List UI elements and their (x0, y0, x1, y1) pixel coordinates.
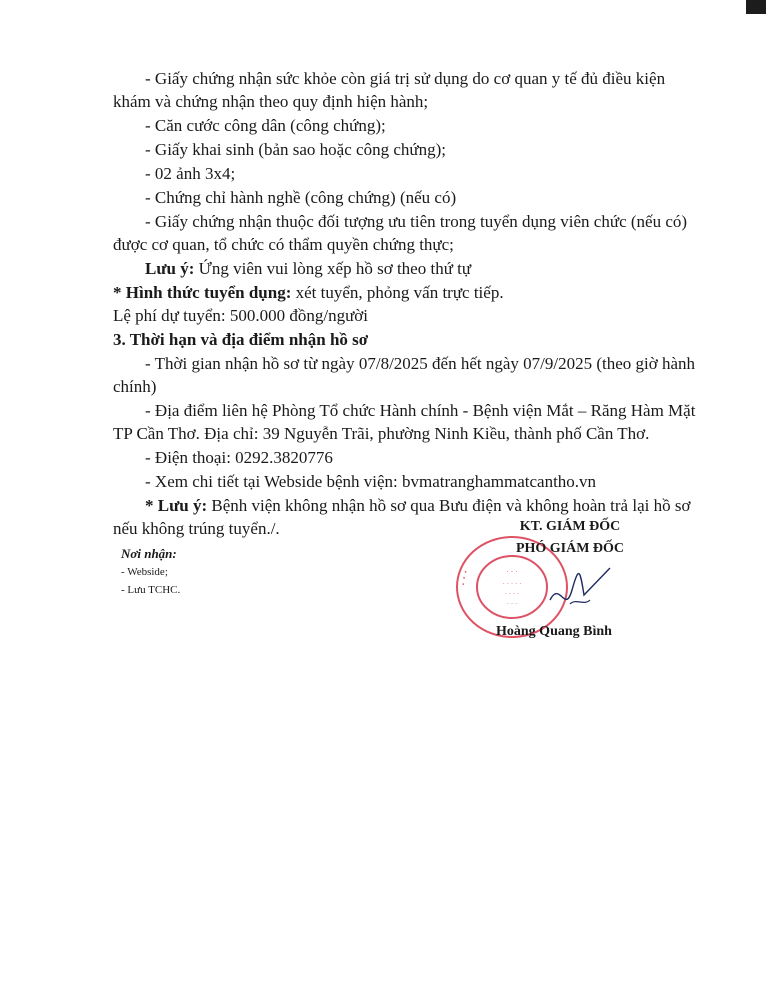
requirement-citizen-id: - Căn cước công dân (công chứng); (145, 116, 386, 135)
recipients-block (121, 545, 180, 599)
recipients-title: Nơi nhận: (121, 546, 177, 561)
signer-position: PHÓ GIÁM ĐỐC (515, 541, 625, 556)
note-document-order (113, 257, 673, 280)
svg-text:· · · ·: · · · (459, 569, 471, 586)
requirement-priority-cert: - Giấy chứng nhận thuộc đối tượng ưu tiên trong tuyển dụng viên chức (nếu có) (145, 212, 688, 231)
recipient-item: - Webside; (121, 566, 168, 578)
submission-place-cont: TP Cần Thơ. Địa chỉ: 39 Nguyễn Trãi, phường Ninh Kiều, thành phố Cần Thơ. (113, 424, 650, 443)
svg-text:· · · ·: · · · · (504, 590, 520, 598)
requirement-health-cert: - Giấy chứng nhận sức khỏe còn giá trị sử dụng do cơ quan y tế đủ điều kiện (145, 69, 666, 88)
recruitment-form-text: xét tuyển, phỏng vấn trực tiếp. (291, 283, 504, 302)
note-text: Ứng viên vui lòng xếp hồ sơ theo thứ tự (194, 259, 472, 278)
section-3-heading: 3. Thời hạn và địa điểm nhận hồ sơ (113, 330, 369, 349)
note-label: Lưu ý: (145, 259, 195, 278)
requirement-priority-cert-cont: được cơ quan, tổ chức có thẩm quyền chứng thực; (113, 235, 454, 254)
requirement-health-cert-cont: khám và chứng nhận theo quy định hiện hành; (113, 92, 429, 111)
recruitment-form (113, 281, 673, 304)
signer-name: Hoàng Quang Bình (496, 624, 612, 639)
note-no-postal-cont: nếu không trúng tuyển./. (113, 519, 280, 538)
note-no-postal (113, 494, 691, 517)
submission-time-cont: chính) (113, 377, 157, 396)
document-body (113, 67, 696, 540)
requirement-photos: - 02 ảnh 3x4; (145, 164, 236, 183)
svg-text:· · ·: · · · (506, 568, 518, 576)
submission-time: - Thời gian nhận hồ sơ từ ngày 07/8/2025 đến hết ngày 07/9/2025 (theo giờ hành (145, 354, 696, 373)
note-2-label: * Lưu ý: (145, 496, 208, 515)
note-2-text: Bệnh viện không nhận hồ sơ qua Bưu điện và không hoàn trả lại hồ sơ (207, 496, 691, 515)
recipient-item: - Lưu TCHC. (121, 584, 181, 596)
svg-text:· · ·: · · · (506, 600, 518, 608)
application-fee: Lệ phí dự tuyển: 500.000 đồng/người (113, 306, 369, 325)
recruitment-form-label: * Hình thức tuyển dụng: (113, 283, 292, 302)
phone-number: - Điện thoại: 0292.3820776 (145, 448, 333, 467)
requirement-practice-cert: - Chứng chỉ hành nghề (công chứng) (nếu có) (145, 188, 457, 207)
website-info: - Xem chi tiết tại Webside bệnh viện: bvmatranghammatcantho.vn (145, 472, 597, 491)
handwritten-signature (540, 560, 620, 620)
requirement-birth-cert: - Giấy khai sinh (bản sao hoặc công chứng); (145, 140, 446, 159)
signer-authority: KT. GIÁM ĐỐC (519, 519, 621, 534)
signature-block (480, 516, 660, 560)
scan-edge-mark (746, 0, 766, 14)
svg-text:· · · · ·: · · · · · (502, 580, 522, 588)
submission-place: - Địa điểm liên hệ Phòng Tổ chức Hành chính - Bệnh viện Mắt – Răng Hàm Mặt (145, 401, 696, 420)
